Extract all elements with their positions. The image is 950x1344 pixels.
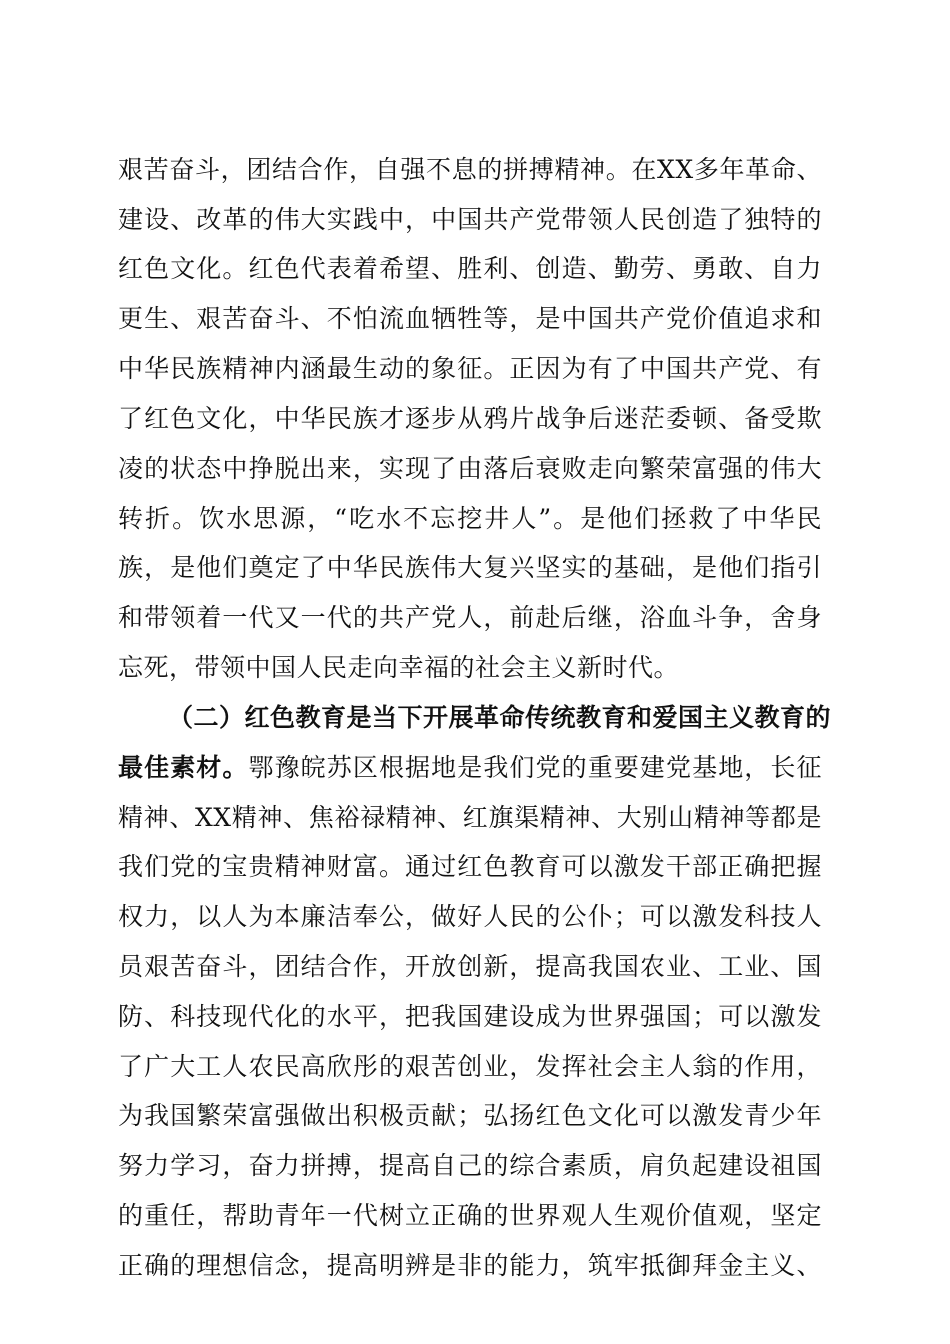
text-span: 鄂豫皖苏区根据地是我们党的重要建党基地，长征 — [248, 753, 822, 782]
text-line: 了广大工人农民高欣彤的艰苦创业，发挥社会主人翁的作用， — [118, 1052, 822, 1081]
text-line: 精神、XX精神、焦裕禄精神、红旗渠精神、大别山精神等都是 — [118, 803, 822, 832]
text-line — [118, 748, 822, 788]
section-heading: （二）红色教育是当下开展革命传统教育和爱国主义教育的 — [168, 703, 832, 732]
text-line: 中华民族精神内涵最生动的象征。正因为有了中国共产党、有 — [118, 354, 822, 383]
text-line: 转折。饮水思源，“吃水不忘挖井人”。是他们拯救了中华民 — [118, 504, 822, 533]
text-line: 防、科技现代化的水平，把我国建设成为世界强国；可以激发 — [118, 1002, 822, 1031]
text-line: 员艰苦奋斗，团结合作，开放创新，提高我国农业、工业、国 — [118, 952, 822, 981]
text-line: 艰苦奋斗，团结合作，自强不息的拼搏精神。在XX多年革命、 — [118, 155, 822, 184]
text-line: 了红色文化，中华民族才逐步从鸦片战争后迷茫委顿、备受欺 — [118, 404, 822, 433]
text-line: 和带领着一代又一代的共产党人，前赴后继，浴血斗争，舍身 — [118, 603, 822, 632]
text-line: 我们党的宝贵精神财富。通过红色教育可以激发干部正确把握 — [118, 852, 822, 881]
text-line: 忘死，带领中国人民走向幸福的社会主义新时代。 — [118, 653, 680, 682]
text-line: 为我国繁荣富强做出积极贡献；弘扬红色文化可以激发青少年 — [118, 1101, 822, 1130]
text-line: 凌的状态中挣脱出来，实现了由落后衰败走向繁荣富强的伟大 — [118, 454, 822, 483]
text-line: 族，是他们奠定了中华民族伟大复兴坚实的基础，是他们指引 — [118, 553, 822, 582]
document-page — [118, 0, 832, 1344]
text-line: 权力，以人为本廉洁奉公，做好人民的公仆；可以激发科技人 — [118, 902, 822, 931]
text-line: 正确的理想信念，提高明辨是非的能力，筑牢抵御拜金主义、 — [118, 1251, 822, 1280]
text-line: 建设、改革的伟大实践中，中国共产党带领人民创造了独特的 — [118, 205, 822, 234]
text-line: 更生、艰苦奋斗、不怕流血牺牲等，是中国共产党价值追求和 — [118, 304, 822, 333]
text-line: 的重任，帮助青年一代树立正确的世界观人生观价值观，坚定 — [118, 1201, 822, 1230]
text-line: 红色文化。红色代表着希望、胜利、创造、勤劳、勇敢、自力 — [118, 254, 822, 283]
text-line: 努力学习，奋力拼搏，提高自己的综合素质，肩负起建设祖国 — [118, 1151, 822, 1180]
section-heading-end: 最佳素材。 — [118, 753, 249, 782]
